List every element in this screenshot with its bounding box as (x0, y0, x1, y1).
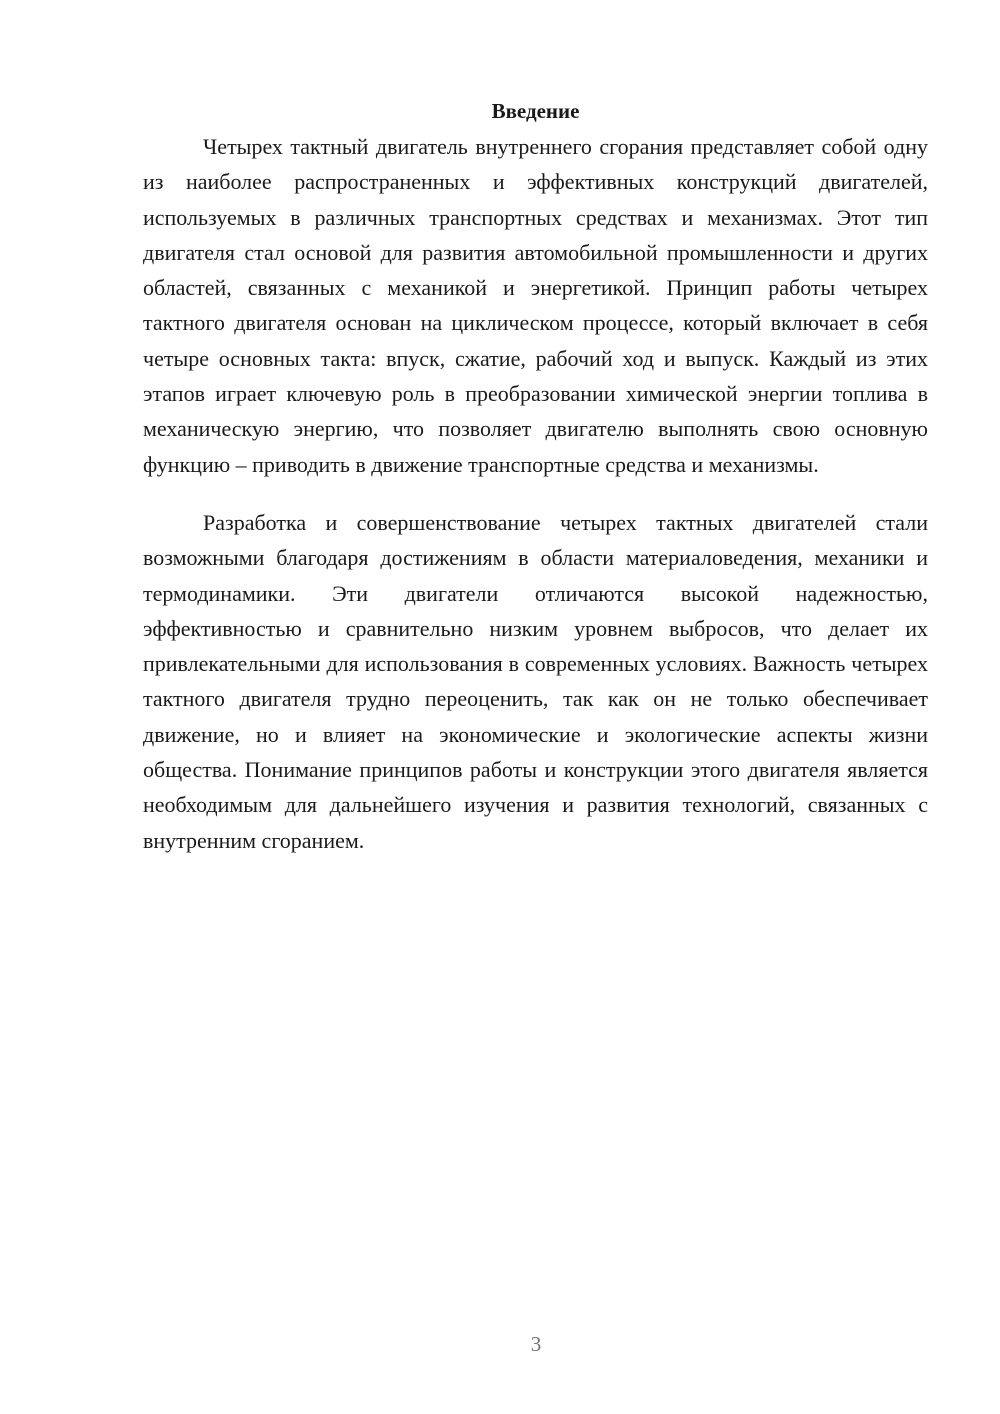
paragraph-intro: Четырех тактный двигатель внутреннего сгорания представляет собой одну из наиболее распространенных и эффективных конструкций двигателей, используемых в различных транспортных средствах и механизмах. Этот тип двигателя стал основой для развития автомобильной промышленности и других областей, связанных с механикой и энергетикой. Принцип работы четырех тактного двигателя основан на циклическом процессе, который включает в себя четыре основных такта: впуск, сжатие, рабочий ход и выпуск. Каждый из этих этапов играет ключевую роль в преобразовании химической энергии топлива в механическую энергию, что позволяет двигателю выполнять свою основную функцию – приводить в движение транспортные средства и механизмы. (143, 134, 928, 477)
page-number: 3 (530, 1332, 542, 1356)
section-heading: Введение (491, 99, 580, 123)
paragraph-development: Разработка и совершенствование четырех тактных двигателей стали возможными благодаря достижениям в области материаловедения, механики и термодинамики. Эти двигатели отличаются высокой надежностью, эффективностью и сравнительно низким уровнем выбросов, что делает их привлекательными для использования в современных условиях. Важность четырех тактного двигателя трудно переоценить, так как он не только обеспечивает движение, но и влияет на экономические и экологические аспекты жизни общества. Понимание принципов работы и конструкции этого двигателя является необходимым для дальнейшего изучения и развития технологий, связанных с внутренним сгоранием. (143, 509, 928, 853)
page-content (143, 94, 928, 858)
